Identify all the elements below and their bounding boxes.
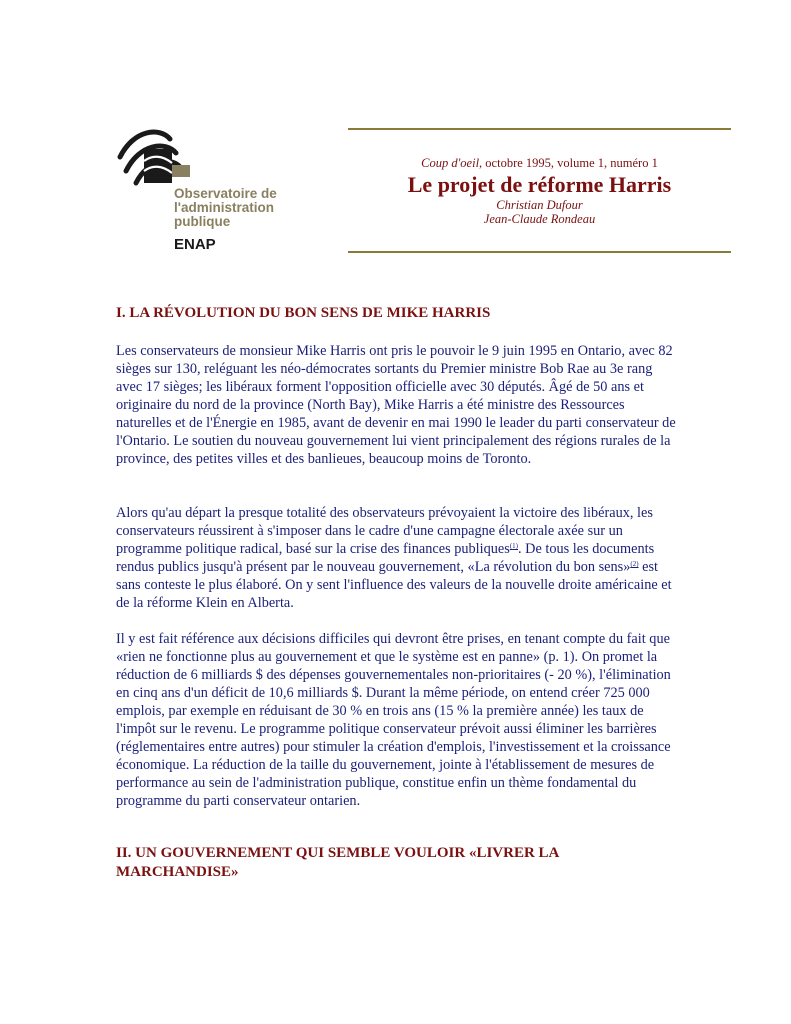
- paragraph-2-part-3: est sans conteste le plus élaboré. On y sent l'influence des valeurs de la nouvelle droite américaine et de la réforme Klein en Alberta.: [116, 559, 672, 611]
- article-header: [348, 156, 731, 226]
- author-1: Christian Dufour: [496, 198, 583, 212]
- footnote-link-2[interactable]: (2): [630, 560, 639, 568]
- issue-details: , octobre 1995, volume 1, numéro 1: [479, 156, 658, 170]
- paragraph-2: [116, 504, 676, 612]
- issue-line: [348, 156, 731, 171]
- paragraph-2-part-1: Alors qu'au départ la presque totalité des observateurs prévoyaient la victoire des libéraux, les conservateurs réussirent à s'imposer dans le cadre d'une campagne électorale axée sur un programme politique radical, basé sur la crise des finances publiques: [116, 505, 653, 557]
- paragraph-3: Il y est fait référence aux décisions difficiles qui devront être prises, en tenant compte du fait que «rien ne fonctionne plus au gouvernement et que le système est en panne» (p. 1). On promet la réduction de 6 milliards $ des dépenses gouvernementales non-prioritaires (- 20 %), l'élimination en cinq ans d'un déficit de 10,6 milliards $. Durant la même période, on entend créer 725 000 emplois, par exemple en réduisant de 30 % en trois ans (15 % la première année) les taux de l'impôt sur le revenu. Le programme politique conservateur prévoit aussi éliminer les barrières (réglementaires entre autres) pour stimuler la création d'emplois, l'investissement et la croissance économique. La réduction de la taille du gouvernement, jointe à l'établissement de mesures de performance au sein de l'administration publique, constitue enfin un thème fondamental du programme du parti conservateur ontarien.: [116, 631, 671, 809]
- logo-text: [174, 187, 277, 229]
- logo-enap: ENAP: [174, 236, 216, 253]
- paragraph-1: Les conservateurs de monsieur Mike Harris ont pris le pouvoir le 9 juin 1995 en Ontario, avec 82 sièges sur 130, reléguant les néo-démocrates sortants du Premier ministre Bob Rae au 3e rang avec 17 sièges; les libéraux forment l'opposition officielle avec 30 députés. Âgé de 50 ans et originaire du nord de la province (North Bay), Mike Harris a été ministre des Ressources naturelles et de l'Énergie en 1985, avant de devenir en mai 1990 le leader du parti conservateur de l'Ontario. Le soutien du nouveau gouvernement lui vient principalement des régions rurales de la province, des petites villes et des banlieues, beaucoup moins de Toronto.: [116, 343, 676, 467]
- header-bottom-rule: [348, 251, 731, 253]
- logo-line-2: l'administration: [174, 200, 274, 215]
- header-top-rule: [348, 128, 731, 130]
- section-2-heading: II. UN GOUVERNEMENT QUI SEMBLE VOULOIR «LIVRER LA MARCHANDISE»: [116, 845, 559, 880]
- section-1-heading: I. LA RÉVOLUTION DU BON SENS DE MIKE HARRIS: [116, 305, 491, 321]
- logo-line-3: publique: [174, 214, 231, 229]
- article-title: Le projet de réforme Harris: [407, 172, 672, 197]
- author-2: Jean-Claude Rondeau: [483, 212, 596, 226]
- issue-name: Coup d'oeil: [421, 156, 480, 170]
- footnote-link-1[interactable]: (1): [509, 542, 518, 550]
- logo-line-1: Observatoire de: [174, 186, 277, 201]
- paragraph-2-part-2: . De tous les documents rendus publics jusqu'à présent par le nouveau gouvernement, «La révolution du bon sens»: [116, 541, 655, 575]
